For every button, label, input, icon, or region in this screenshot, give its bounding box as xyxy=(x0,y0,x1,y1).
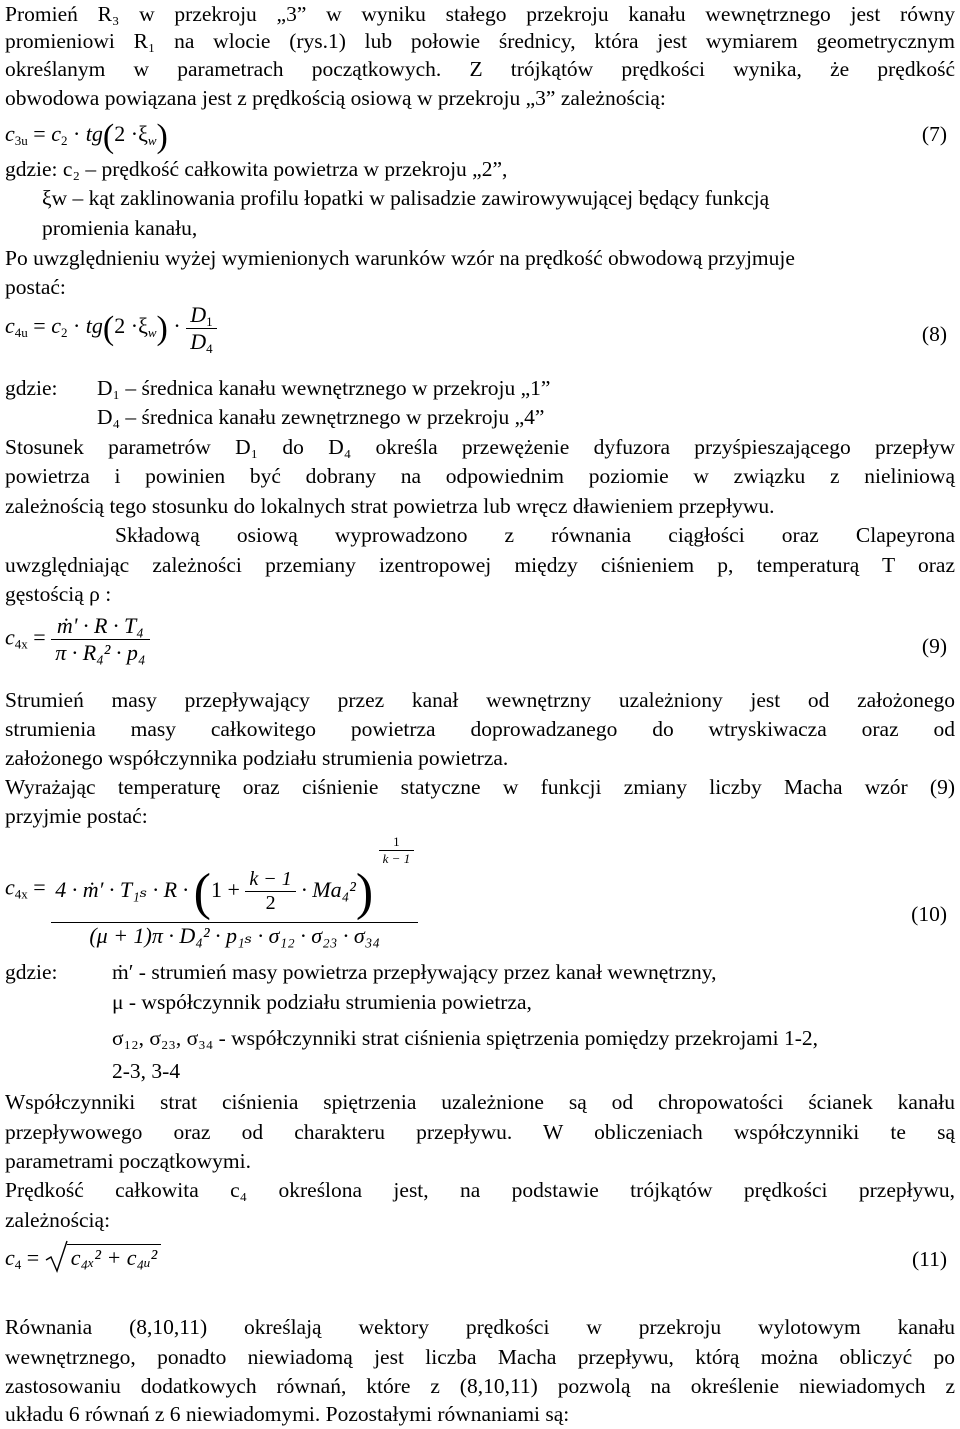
paragraph-line: ṁ′ - strumień masy powietrza przepływający przez kanał wewnętrzny, xyxy=(112,960,717,984)
paragraph-line: uwzględniając zależności przemiany izentropowej między ciśnieniem p, temperaturą T oraz xyxy=(5,553,955,577)
paragraph-line: μ - współczynnik podziału strumienia powietrza, xyxy=(112,990,532,1014)
equation-7: $c_{3u} = c_2 \cdot tg(2 \cdot\xi_w)$ xyxy=(5,118,168,155)
paragraph-line: Prędkość całkowita c₄ określona jest, na podstawie trójkątów prędkości przepływu, xyxy=(5,1178,955,1202)
paragraph-line: zależnością tego stosunku do lokalnych strat powietrza lub wręcz dławieniem przepływu. xyxy=(5,494,775,518)
paragraph-line: zależnością: xyxy=(5,1208,111,1232)
equation-number: (10) xyxy=(911,902,947,926)
paragraph-line: układu 6 równań z 6 niewiadomymi. Pozostałymi równaniami są: xyxy=(5,1402,570,1426)
paragraph-line: Współczynniki strat ciśnienia spiętrzenia uzależnione są od chropowatości ścianek kanału xyxy=(5,1090,955,1114)
paragraph-line: zastosowaniu dodatkowych równań, które z (8,10,11) pozwolą na określenie niewiadomych z xyxy=(5,1374,955,1398)
paragraph-line: Składową osiową wyprowadzono z równania ciągłości oraz Clapeyrona xyxy=(115,523,955,547)
equation-number: (7) xyxy=(921,122,947,146)
sqrt-icon xyxy=(45,1240,69,1274)
equation-number: (11) xyxy=(911,1247,947,1271)
equation-number: (9) xyxy=(921,634,947,658)
paragraph-line: promienia kanału, xyxy=(42,216,198,240)
paragraph-line: Promień R₃ w przekroju „3” w wyniku stałego przekroju kanału wewnętrznego jest równy xyxy=(5,2,955,26)
paragraph-line: przepływowego oraz od charakteru przepływu. W obliczeniach współczynniki te są xyxy=(5,1120,955,1144)
paragraph-line: promieniowi R₁ na wlocie (rys.1) lub połowie średnicy, która jest wymiarem geometrycznym xyxy=(5,29,955,53)
paragraph-line: ξw – kąt zaklinowania profilu łopatki w palisadzie zawirowywującej będący funkcją xyxy=(42,186,770,210)
equation-8: $c_{4u} = c_2 \cdot tg(2 \cdot\xi_w)$ · $\frac{D_1}{D_4}$ xyxy=(5,302,217,355)
paragraph-line: parametrami początkowymi. xyxy=(5,1149,251,1173)
paragraph-line: Równania (8,10,11) określają wektory prędkości w przekroju wylotowym kanału xyxy=(5,1315,955,1339)
paragraph-line: Po uwzględnieniu wyżej wymienionych warunków wzór na prędkość obwodową przyjmuje xyxy=(5,246,795,270)
paragraph-line: D₄ – średnica kanału zewnętrznego w przekroju „4” xyxy=(97,405,545,429)
paragraph-line: Wyrażając temperaturę oraz ciśnienie statyczne w funkcji zmiany liczby Macha wzór (9) xyxy=(5,775,955,799)
equation-10: $c_{4x}$ = 4 · ṁ′ · T₁ₛ · R · (1 + $\frac{k - 1}{2}$ · Ma₄²) $\frac{1}{k - 1}$ (μ + 1)π · D₄² · p₁ₛ · σ₁₂ · σ₂₃ · σ₃₄ xyxy=(5,830,418,949)
paragraph-line: gdzie: xyxy=(5,376,58,400)
paragraph-line: Strumień masy przepływający przez kanał wewnętrzny uzależniony jest od założonego xyxy=(5,688,955,712)
equation-9: $c_{4x}$ = $\frac{\text{ṁ' · R · T₄}}{\text{π · R₄² · p₄}}$ xyxy=(5,613,150,666)
equation-number: (8) xyxy=(921,322,947,346)
paragraph-line: przyjmie postać: xyxy=(5,804,148,828)
paragraph-line: 2-3, 3-4 xyxy=(112,1059,181,1083)
paragraph-line: Stosunek parametrów D₁ do D₄ określa przewężenie dyfuzora przyśpieszającego przepływ xyxy=(5,435,955,459)
paragraph-line: postać: xyxy=(5,275,66,299)
paragraph-line: obwodowa powiązana jest z prędkością osiową w przekroju „3” zależnością: xyxy=(5,86,666,110)
paragraph-line: D₁ – średnica kanału wewnętrznego w przekroju „1” xyxy=(97,376,551,400)
paragraph-line: gdzie: xyxy=(5,960,58,984)
paragraph-line: powietrza i powinien być dobrany na odpowiednim poziomie w związku z nieliniową xyxy=(5,464,955,488)
paragraph-line: gdzie: c₂ – prędkość całkowita powietrza w przekroju „2”, xyxy=(5,157,508,181)
paragraph-line: strumienia masy całkowitego powietrza doprowadzanego do wtryskiwacza oraz od xyxy=(5,717,955,741)
paragraph-line: σ₁₂, σ₂₃, σ₃₄ - współczynniki strat ciśnienia spiętrzenia pomiędzy przekrojami 1-2, xyxy=(112,1026,819,1050)
equation-11: $c_4$ = c₄ₓ² + c₄ᵤ² xyxy=(5,1244,161,1271)
paragraph-line: określanym w parametrach początkowych. Z trójkątów prędkości wynika, że prędkość xyxy=(5,57,955,81)
paragraph-line: założonego współczynnika podziału strumienia powietrza. xyxy=(5,746,509,770)
paragraph-line: wewnętrznego, ponadto niewiadomą jest liczba Macha przepływu, którą można obliczyć po xyxy=(5,1345,955,1369)
paragraph-line: gęstością ρ : xyxy=(5,582,112,606)
